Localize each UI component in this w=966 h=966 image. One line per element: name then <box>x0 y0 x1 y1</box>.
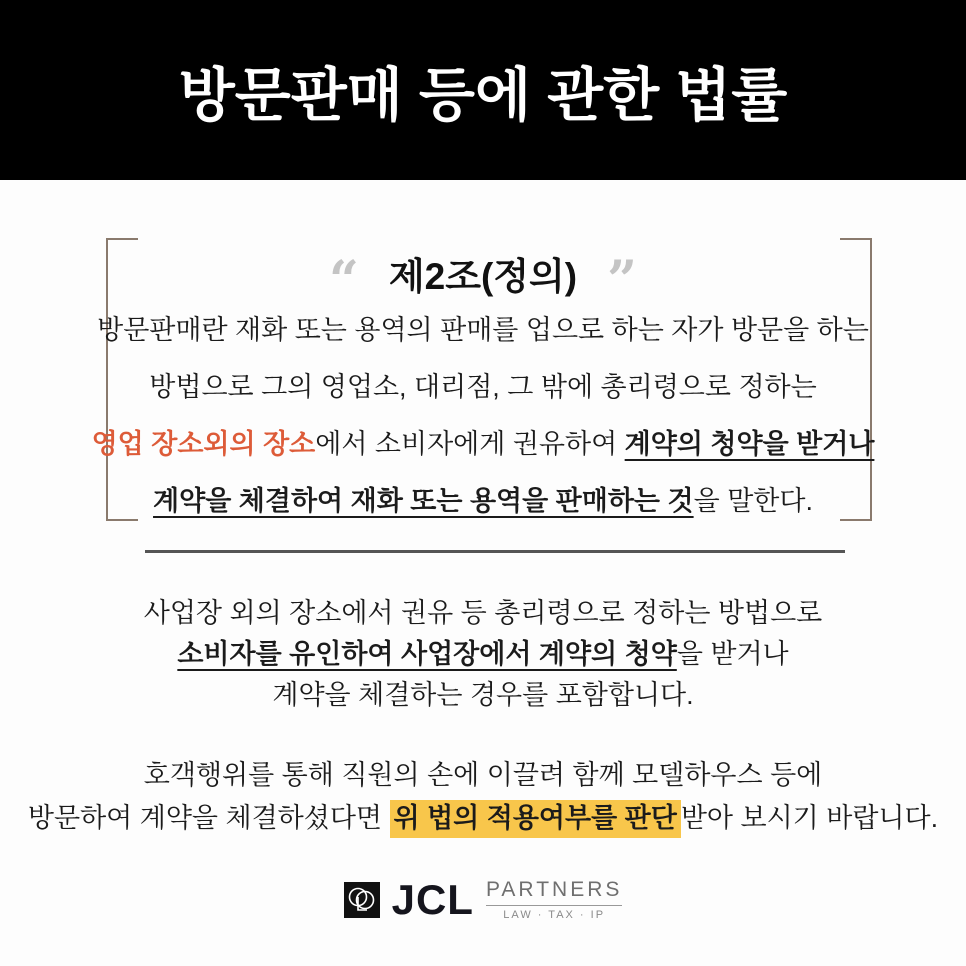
advisory-line-2-highlight-text: 위 법의 적용여부를 판단 <box>390 800 681 838</box>
quote-line-3-underline-text: 계약의 청약을 받거나 <box>624 429 875 459</box>
quote-line-1 <box>0 302 966 359</box>
explanation-line-2 <box>0 634 966 675</box>
explanation-line-1-text: 사업장 외의 장소에서 권유 등 총리령으로 정하는 방법으로 <box>143 598 823 628</box>
quote-line-3-orange-text: 영업 장소외의 장소 <box>91 429 316 459</box>
quote-line-1-text: 방문판매란 재화 또는 용역의 판매를 업으로 하는 자가 방문을 하는 <box>97 315 869 345</box>
advisory-line-2-plain-text: 방문하여 계약을 체결하셨다면 <box>27 803 390 833</box>
explanation-line-2-underline-text: 소비자를 유인하여 사업장에서 계약의 청약 <box>177 639 677 669</box>
explanation-line-1 <box>0 593 966 634</box>
advisory-paragraph <box>0 754 966 840</box>
quote-line-3-plain-text: 에서 소비자에게 권유하여 <box>315 429 625 459</box>
section-divider <box>145 550 845 553</box>
explanation-paragraph <box>0 593 966 716</box>
explanation-line-3 <box>0 675 966 716</box>
advisory-line-1-text: 호객행위를 통해 직원의 손에 이끌려 함께 모델하우스 등에 <box>143 760 823 790</box>
quote-line-2-text: 방법으로 그의 영업소, 대리점, 그 밖에 총리령으로 정하는 <box>149 372 817 402</box>
explanation-line-2-plain-text: 을 받거나 <box>676 639 789 669</box>
logo-name: JCL <box>391 875 474 923</box>
statute-quote-body <box>0 302 966 530</box>
quote-line-4-underline-text: 계약을 체결하여 재화 또는 용역을 판매하는 것 <box>153 486 694 516</box>
header-band <box>0 0 966 180</box>
quote-heading-row <box>0 246 966 311</box>
statute-heading: 제2조(정의) <box>388 256 578 297</box>
logo-right-block <box>486 878 622 921</box>
quote-line-4 <box>0 473 966 530</box>
logo-tagline-text: LAW · TAX · IP <box>503 909 606 921</box>
explanation-line-3-text: 계약을 체결하는 경우를 포함합니다. <box>272 680 694 710</box>
quote-line-4-plain-text: 을 말한다. <box>693 486 813 516</box>
logo-partners-text: PARTNERS <box>486 878 622 906</box>
open-quote-icon: “ <box>328 250 359 311</box>
advisory-line-1 <box>0 754 966 797</box>
quote-line-3 <box>0 416 966 473</box>
page-title: 방문판매 등에 관한 법률 <box>178 63 788 128</box>
footer-logo <box>0 875 966 923</box>
quote-line-2 <box>0 359 966 416</box>
close-quote-icon: ” <box>607 250 638 311</box>
jcl-monogram-icon <box>344 882 380 918</box>
advisory-line-2-tail-text: 받아 보시기 바랍니다. <box>680 803 939 833</box>
advisory-line-2 <box>0 797 966 840</box>
